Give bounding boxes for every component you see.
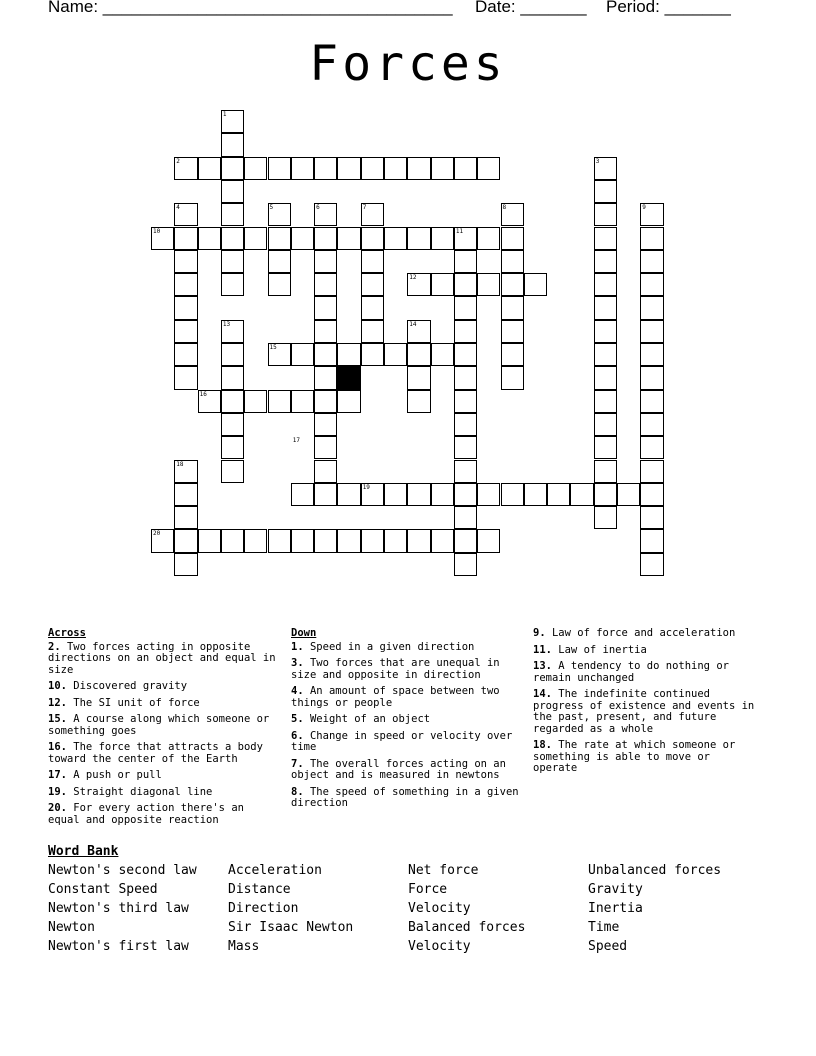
clue-num: 4.: [291, 685, 304, 697]
grid-cell[interactable]: [501, 296, 524, 319]
clue-item: [48, 770, 278, 782]
clue-text: The SI unit of force: [66, 696, 200, 709]
clue-text: For every action there's an equal and opposite reaction: [48, 802, 244, 826]
grid-cell[interactable]: [314, 390, 337, 413]
grid-cell[interactable]: [361, 157, 384, 180]
grid-cell[interactable]: [198, 529, 221, 552]
grid-cell[interactable]: [594, 343, 617, 366]
clue-number: 17: [292, 437, 301, 445]
grid-cell[interactable]: [291, 227, 314, 250]
grid-cell[interactable]: [174, 320, 197, 343]
grid-cell[interactable]: [221, 250, 244, 273]
clue-item: [48, 803, 278, 826]
clue-number: 19: [362, 483, 370, 491]
grid-cell[interactable]: [361, 529, 384, 552]
word-bank-item: Velocity: [408, 939, 471, 954]
grid-cell[interactable]: [221, 180, 244, 203]
clue-number: 11: [455, 227, 464, 235]
across-heading: Across: [48, 627, 86, 639]
clue-num: 3.: [291, 657, 304, 669]
clue-num: 17.: [48, 769, 67, 781]
clue-number: 3: [595, 157, 600, 165]
grid-cell[interactable]: [640, 296, 663, 319]
clue-text: The indefinite continued progress of existence and events in the past, present, and future regarded as a whole: [533, 688, 755, 735]
grid-cell[interactable]: [314, 413, 337, 436]
grid-cell[interactable]: [174, 483, 197, 506]
grid-cell[interactable]: [314, 343, 337, 366]
grid-cell[interactable]: [454, 460, 477, 483]
word-bank-item: Velocity: [408, 901, 471, 916]
grid-cell[interactable]: [174, 273, 197, 296]
grid-cell[interactable]: [384, 529, 407, 552]
grid-cell[interactable]: [477, 529, 500, 552]
grid-cell[interactable]: [524, 273, 547, 296]
clue-number: 15: [269, 344, 277, 351]
clue-num: 7.: [291, 757, 304, 770]
grid-cell[interactable]: [244, 390, 267, 413]
grid-cell[interactable]: [431, 483, 454, 506]
grid-cell[interactable]: [174, 366, 197, 389]
clue-number: 8: [502, 204, 507, 212]
down-clues: [291, 628, 521, 815]
clue-item: [291, 714, 521, 726]
clue-num: 9.: [533, 627, 546, 639]
grid-cell[interactable]: [640, 390, 663, 413]
clue-num: 5.: [291, 713, 304, 725]
grid-cell[interactable]: [454, 296, 477, 319]
clue-text: An amount of space between two things or people: [291, 685, 500, 709]
clue-item: [48, 742, 278, 765]
grid-cell[interactable]: [640, 273, 663, 296]
grid-cell[interactable]: [594, 320, 617, 343]
grid-cell[interactable]: [221, 436, 244, 459]
grid-cell[interactable]: [407, 157, 430, 180]
grid-cell[interactable]: [431, 273, 454, 296]
grid-cell[interactable]: [174, 343, 197, 366]
grid-cell[interactable]: [198, 157, 221, 180]
grid-cell[interactable]: [640, 506, 663, 529]
grid-cell[interactable]: [617, 483, 640, 506]
grid-cell[interactable]: [640, 529, 663, 552]
clue-num: 2.: [48, 640, 61, 653]
clue-item: [291, 787, 521, 810]
grid-cell[interactable]: [314, 296, 337, 319]
grid-cell[interactable]: [477, 157, 500, 180]
grid-cell[interactable]: [407, 366, 430, 389]
grid-cell[interactable]: [361, 227, 384, 250]
clue-item: [533, 740, 758, 775]
clue-number: 7: [362, 204, 367, 212]
grid-cell[interactable]: [174, 553, 197, 576]
grid-cell[interactable]: [501, 483, 524, 506]
clue-item: [48, 787, 278, 799]
word-bank-item: Speed: [588, 939, 628, 954]
clue-item: [48, 681, 278, 693]
clue-number: 2: [176, 157, 180, 165]
clue-number: 9: [642, 204, 646, 212]
clue-number: 4: [176, 204, 180, 212]
grid-cell[interactable]: [407, 483, 430, 506]
clue-text: Straight diagonal line: [66, 785, 213, 798]
clue-num: 14.: [533, 688, 552, 700]
grid-cell[interactable]: [640, 436, 663, 459]
grid-cell[interactable]: [454, 553, 477, 576]
grid-cell[interactable]: [407, 529, 430, 552]
grid-cell[interactable]: [244, 529, 267, 552]
word-bank-item: Balanced forces: [408, 920, 526, 935]
grid-cell[interactable]: [291, 529, 314, 552]
grid-cell[interactable]: [337, 157, 360, 180]
grid-cell[interactable]: [314, 529, 337, 552]
grid-cell[interactable]: [477, 483, 500, 506]
clue-item: [533, 645, 758, 657]
clue-num: 11.: [533, 643, 552, 656]
clue-text: Two forces acting in opposite directions on an object and equal in size: [48, 640, 276, 676]
grid-cell[interactable]: [361, 320, 384, 343]
grid-cell[interactable]: [594, 460, 617, 483]
grid-cell[interactable]: [291, 157, 314, 180]
grid-cell[interactable]: [640, 250, 663, 273]
grid-cell[interactable]: [361, 296, 384, 319]
grid-cell[interactable]: [221, 529, 244, 552]
grid-cell[interactable]: [547, 483, 570, 506]
clue-text: A push or pull: [66, 769, 162, 781]
clue-number: 1: [222, 111, 227, 118]
word-bank-item: Newton's second law: [48, 863, 197, 878]
word-bank-item: Force: [408, 882, 448, 897]
grid-cell[interactable]: [384, 483, 407, 506]
clue-number: 16: [199, 390, 207, 398]
clue-item: [533, 661, 758, 684]
clue-num: 15.: [48, 713, 67, 725]
word-bank-item: Gravity: [588, 882, 643, 897]
grid-cell[interactable]: [221, 203, 244, 226]
across-clues: [48, 628, 278, 831]
grid-cell[interactable]: [477, 273, 500, 296]
grid-cell[interactable]: [291, 483, 314, 506]
grid-cell[interactable]: [361, 343, 384, 366]
grid-cell[interactable]: [291, 343, 314, 366]
grid-cell[interactable]: [594, 296, 617, 319]
grid-cell[interactable]: [244, 157, 267, 180]
grid-cell[interactable]: [314, 250, 337, 273]
word-bank-title: Word Bank: [48, 844, 119, 859]
grid-cell[interactable]: [361, 273, 384, 296]
grid-cell[interactable]: [384, 343, 407, 366]
grid-cell[interactable]: [221, 227, 244, 250]
grid-cell[interactable]: [174, 296, 197, 319]
clue-item: [533, 689, 758, 735]
clue-num: 18.: [533, 739, 552, 751]
grid-cell[interactable]: [570, 483, 593, 506]
word-bank-item: Time: [588, 920, 620, 935]
grid-cell[interactable]: [454, 529, 477, 552]
clue-text: Change in speed or velocity over time: [291, 729, 513, 753]
grid-cell[interactable]: [431, 157, 454, 180]
grid-cell[interactable]: [384, 157, 407, 180]
grid-cell[interactable]: [174, 506, 197, 529]
grid-cell[interactable]: [221, 390, 244, 413]
clue-num: 20.: [48, 802, 67, 814]
grid-cell[interactable]: [268, 529, 291, 552]
grid-cell[interactable]: [594, 413, 617, 436]
word-bank-item: Inertia: [588, 901, 643, 916]
grid-cell[interactable]: [221, 273, 244, 296]
grid-cell[interactable]: [268, 157, 291, 180]
clue-item: [291, 759, 521, 782]
grid-cell[interactable]: [221, 133, 244, 156]
clue-number: 14: [409, 320, 417, 328]
grid-cell[interactable]: [221, 157, 244, 180]
clue-number: 18: [176, 460, 184, 468]
clue-text: A tendency to do nothing or remain unchanged: [533, 660, 729, 684]
grid-cell[interactable]: [640, 483, 663, 506]
clue-text: Law of inertia: [551, 643, 647, 656]
grid-cell[interactable]: [174, 529, 197, 552]
grid-cell[interactable]: [594, 180, 617, 203]
grid-cell[interactable]: [431, 529, 454, 552]
grid-cell[interactable]: [268, 227, 291, 250]
period-field[interactable]: Period: _______: [606, 0, 731, 16]
blocked-cell: [337, 366, 360, 389]
clue-num: 10.: [48, 680, 67, 692]
grid-cell[interactable]: [501, 320, 524, 343]
clue-number: 20: [153, 530, 161, 538]
grid-cell[interactable]: [594, 506, 617, 529]
grid-cell[interactable]: [477, 227, 500, 250]
clue-item: [48, 714, 278, 737]
grid-cell[interactable]: [244, 227, 267, 250]
clue-text: The speed of something in a given direction: [291, 785, 519, 809]
grid-cell[interactable]: [337, 227, 360, 250]
clue-num: 16.: [48, 741, 67, 753]
grid-cell[interactable]: [501, 273, 524, 296]
grid-cell[interactable]: [501, 343, 524, 366]
grid-cell[interactable]: [594, 390, 617, 413]
clue-number: 6: [316, 204, 320, 212]
word-bank-item: Newton: [48, 920, 95, 935]
clue-text: Discovered gravity: [66, 680, 188, 692]
word-bank-item: Net force: [408, 863, 479, 878]
name-field[interactable]: Name: _____________________________________: [48, 0, 453, 16]
clue-item: [48, 642, 278, 677]
grid-cell[interactable]: [524, 483, 547, 506]
grid-cell[interactable]: [337, 529, 360, 552]
grid-cell[interactable]: [314, 366, 337, 389]
word-bank-item: Mass: [228, 939, 260, 954]
grid-cell[interactable]: [174, 227, 197, 250]
grid-cell[interactable]: [594, 366, 617, 389]
grid-cell[interactable]: [314, 460, 337, 483]
word-bank-item: Direction: [228, 901, 299, 916]
grid-cell[interactable]: [407, 227, 430, 250]
grid-cell[interactable]: [454, 483, 477, 506]
clue-number: 13: [222, 320, 231, 328]
grid-cell[interactable]: [640, 460, 663, 483]
clue-item: [291, 686, 521, 709]
grid-cell[interactable]: [454, 413, 477, 436]
grid-cell[interactable]: [314, 436, 337, 459]
clue-text: Two forces that are unequal in size and opposite in direction: [291, 657, 500, 681]
grid-cell[interactable]: [454, 436, 477, 459]
grid-cell[interactable]: [454, 506, 477, 529]
grid-cell[interactable]: [454, 343, 477, 366]
word-bank-item: Newton's third law: [48, 901, 189, 916]
word-bank-item: Constant Speed: [48, 882, 158, 897]
clue-item: [291, 658, 521, 681]
page-title: Forces: [309, 36, 507, 92]
word-bank-item: Unbalanced forces: [588, 863, 722, 878]
word-bank-item: Newton's first law: [48, 939, 189, 954]
grid-cell[interactable]: [314, 273, 337, 296]
grid-cell[interactable]: [314, 320, 337, 343]
grid-cell[interactable]: [454, 320, 477, 343]
clue-text: The force that attracts a body toward the center of the Earth: [48, 741, 263, 765]
clue-number: 5: [269, 204, 274, 212]
date-field[interactable]: Date: _______: [475, 0, 587, 16]
clue-number: 10: [153, 227, 161, 235]
grid-cell[interactable]: [431, 227, 454, 250]
clue-num: 19.: [48, 785, 67, 798]
grid-cell[interactable]: [384, 227, 407, 250]
grid-cell[interactable]: [337, 483, 360, 506]
word-bank-item: Distance: [228, 882, 291, 897]
grid-cell[interactable]: [314, 483, 337, 506]
grid-cell[interactable]: [221, 343, 244, 366]
grid-cell[interactable]: [337, 390, 360, 413]
grid-cell[interactable]: [454, 250, 477, 273]
grid-cell[interactable]: [291, 390, 314, 413]
grid-cell[interactable]: [337, 343, 360, 366]
grid-cell[interactable]: [221, 366, 244, 389]
grid-cell[interactable]: [361, 250, 384, 273]
clue-text: The overall forces acting on an object and is measured in newtons: [291, 757, 506, 781]
grid-cell[interactable]: [640, 227, 663, 250]
clue-text: Speed in a given direction: [303, 640, 475, 653]
grid-cell[interactable]: [314, 227, 337, 250]
grid-cell[interactable]: [640, 553, 663, 576]
word-bank-item: Acceleration: [228, 863, 322, 878]
grid-cell[interactable]: [454, 273, 477, 296]
grid-cell[interactable]: [640, 366, 663, 389]
grid-cell[interactable]: [268, 250, 291, 273]
clue-item: [291, 731, 521, 754]
grid-cell[interactable]: [594, 203, 617, 226]
clue-item: [533, 628, 758, 640]
clue-item: [48, 698, 278, 710]
down-heading: Down: [291, 627, 317, 639]
grid-cell[interactable]: [174, 250, 197, 273]
grid-cell[interactable]: [221, 413, 244, 436]
grid-cell[interactable]: [594, 273, 617, 296]
grid-cell[interactable]: [198, 227, 221, 250]
grid-cell[interactable]: [268, 273, 291, 296]
grid-cell[interactable]: [594, 483, 617, 506]
word-bank-item: Sir Isaac Newton: [228, 920, 354, 935]
grid-cell[interactable]: [640, 343, 663, 366]
clue-num: 8.: [291, 785, 304, 798]
clue-num: 1.: [291, 640, 304, 653]
grid-cell[interactable]: [454, 157, 477, 180]
grid-cell[interactable]: [594, 250, 617, 273]
grid-cell[interactable]: [640, 320, 663, 343]
clue-number: 12: [409, 274, 417, 282]
grid-cell[interactable]: [594, 227, 617, 250]
grid-cell[interactable]: [431, 343, 454, 366]
down-clues-continued: [533, 628, 758, 780]
clue-num: 6.: [291, 729, 304, 742]
grid-cell[interactable]: [594, 436, 617, 459]
clue-text: The rate at which someone or something is able to move or operate: [533, 739, 736, 774]
clue-num: 12.: [48, 696, 67, 709]
grid-cell[interactable]: [314, 157, 337, 180]
grid-cell[interactable]: [501, 227, 524, 250]
grid-cell[interactable]: [221, 460, 244, 483]
clue-text: Weight of an object: [303, 713, 431, 725]
grid-cell[interactable]: [454, 390, 477, 413]
grid-cell[interactable]: [454, 366, 477, 389]
grid-cell[interactable]: [501, 250, 524, 273]
grid-cell[interactable]: [407, 390, 430, 413]
clue-text: Law of force and acceleration: [545, 627, 736, 639]
grid-cell[interactable]: [268, 390, 291, 413]
grid-cell[interactable]: [407, 343, 430, 366]
clue-item: [291, 642, 521, 654]
grid-cell[interactable]: [501, 366, 524, 389]
clue-text: A course along which someone or something goes: [48, 713, 270, 737]
clue-num: 13.: [533, 660, 552, 672]
grid-cell[interactable]: [640, 413, 663, 436]
